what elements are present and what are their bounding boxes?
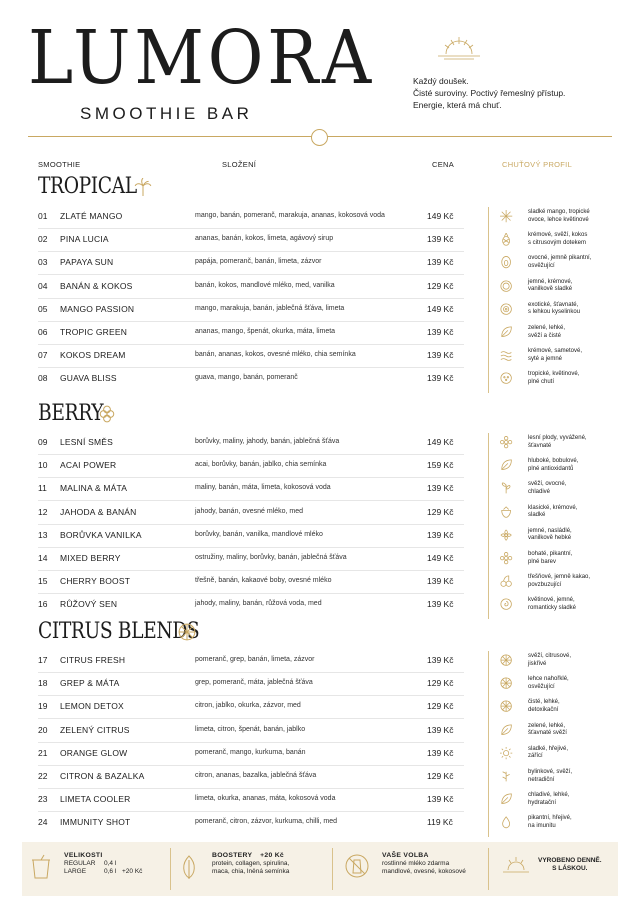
- item-price: 139 Kč: [427, 599, 454, 610]
- item-price: 149 Kč: [427, 211, 454, 221]
- row-divider: [38, 672, 464, 673]
- item-name: ZLATÉ MANGO: [60, 211, 123, 221]
- footer-boosters: [212, 852, 289, 876]
- citrus-icon: [500, 700, 514, 714]
- item-profile: [528, 209, 608, 224]
- item-price: 139 Kč: [427, 350, 454, 361]
- profile-line: svěží a čisté: [528, 332, 562, 339]
- waves-icon: [500, 349, 514, 363]
- sunrise-icon: [502, 855, 530, 875]
- item-ingredients: banán, kokos, mandlové mléko, med, vanilka: [195, 281, 335, 289]
- pineapple-icon: [500, 233, 514, 247]
- row-divider: [38, 344, 464, 345]
- item-ingredients: pomeranč, grep, banán, limeta, zázvor: [195, 656, 315, 663]
- footer-separator: [488, 848, 489, 890]
- item-profile: [528, 597, 608, 612]
- leaf-icon: [500, 724, 514, 738]
- made-line: S LÁSKOU.: [552, 865, 588, 872]
- item-number: 14: [38, 553, 48, 563]
- item-ingredients: mango, banán, pomeranč, marakuja, ananas, kokosová voda: [195, 212, 385, 219]
- boosters-line: maca, chia, lněná semínka: [212, 868, 290, 875]
- item-ingredients: limeta, citron, špenát, banán, jablko: [195, 725, 306, 733]
- passionfruit-icon: [500, 303, 514, 317]
- item-name: RŮŽOVÝ SEN: [60, 599, 118, 610]
- item-price: 159 Kč: [427, 460, 454, 471]
- item-ingredients: papája, pomeranč, banán, limeta, zázvor: [195, 258, 322, 266]
- item-number: 24: [38, 817, 48, 828]
- citrus-icon: [500, 700, 514, 714]
- profile-line: netradiční: [528, 776, 555, 783]
- item-number: 18: [38, 678, 48, 689]
- profile-line: jiskřivé: [528, 660, 547, 667]
- profile-line: květinové, jemné,: [528, 597, 575, 604]
- size-large-price: +20 Kč: [122, 868, 143, 875]
- item-number: 08: [38, 373, 48, 384]
- item-name: GREP & MÁTA: [60, 678, 120, 689]
- row-divider: [38, 718, 464, 719]
- profile-line: na imunitu: [528, 822, 556, 829]
- leaf-icon: [180, 854, 198, 880]
- item-price: 129 Kč: [427, 678, 454, 689]
- row-divider: [38, 251, 464, 252]
- item-profile: [528, 653, 608, 668]
- section-title: BERRY: [38, 401, 104, 426]
- profile-line: jemné, nasládlé,: [528, 527, 572, 534]
- profile-line: sladké, hřejivé,: [528, 745, 569, 752]
- row-divider: [38, 695, 464, 696]
- row-divider: [38, 477, 464, 478]
- mint-icon: [500, 482, 514, 496]
- item-price: 139 Kč: [427, 257, 454, 268]
- item-ingredients: pomeranč, mango, kurkuma, banán: [195, 748, 306, 756]
- leaf-icon: [500, 459, 514, 473]
- item-profile: [528, 458, 608, 473]
- size-regular-label: REGULAR: [64, 860, 96, 867]
- profile-line: chladivé: [528, 488, 551, 495]
- row-divider: [38, 367, 464, 368]
- item-profile: [528, 723, 608, 738]
- profile-line: ovoce, lehce květinové: [528, 216, 589, 223]
- boosters-line: protein, collagen, spirulina,: [212, 860, 290, 867]
- item-ingredients: ananas, banán, kokos, limeta, agávový sirup: [195, 235, 334, 243]
- made-line: VYROBENO DENNĚ.: [538, 857, 602, 864]
- item-ingredients: banán, ananas, kokos, ovesné mléko, chia semínka: [195, 351, 356, 359]
- berries-icon: [98, 405, 116, 423]
- item-ingredients: limeta, okurka, ananas, máta, kokosová voda: [195, 795, 336, 803]
- row-divider: [38, 570, 464, 571]
- herb-icon: [500, 770, 514, 784]
- row-divider: [38, 788, 464, 789]
- item-ingredients: grep, pomeranč, máta, jablečná šťáva: [195, 679, 313, 687]
- citrus-slice-icon: [178, 623, 196, 646]
- profile-line: bohaté, pikantní,: [528, 551, 573, 557]
- coconut-icon: [500, 280, 514, 294]
- row-divider: [38, 321, 464, 322]
- profile-line: hydratační: [528, 799, 557, 806]
- strawberry-icon: [500, 506, 514, 520]
- item-name: PINA LUCIA: [60, 234, 109, 245]
- leaf-icon: [500, 326, 514, 340]
- item-price: 139 Kč: [427, 724, 454, 735]
- item-number: 05: [38, 303, 48, 314]
- footer-choice: [382, 852, 466, 876]
- brand-subtitle: SMOOTHIE BAR: [80, 104, 253, 123]
- item-ingredients: pomeranč, citron, zázvor, kurkuma, chilli, med: [195, 818, 337, 826]
- row-divider: [38, 593, 464, 594]
- profile-line: zářící: [528, 753, 543, 760]
- blossom-icon: [500, 529, 514, 543]
- profile-line: tropické, květinové,: [528, 371, 580, 378]
- item-name: MALINA & MÁTA: [60, 483, 128, 494]
- profile-line: chladivé, lehké,: [528, 792, 570, 799]
- profile-line: vanilkově sladké: [528, 286, 573, 293]
- flower-icon: [500, 552, 514, 566]
- profile-line: lesní plody, vyvážené,: [528, 435, 587, 441]
- profile-column-rule: [488, 651, 489, 837]
- item-price: 129 Kč: [427, 701, 454, 712]
- profile-line: osvěžující: [528, 683, 555, 690]
- item-price: 149 Kč: [427, 437, 454, 447]
- item-profile: [528, 551, 608, 566]
- pineapple-icon: [500, 233, 514, 247]
- profile-line: sladké mango, tropické: [528, 209, 590, 215]
- item-name: CITRON & BAZALKA: [60, 771, 145, 781]
- item-number: 13: [38, 529, 48, 540]
- item-ingredients: citron, jablko, okurka, zázvor, med: [195, 702, 301, 710]
- profile-line: hluboké, bobulové,: [528, 458, 579, 465]
- item-name: LEMON DETOX: [60, 701, 124, 712]
- item-name: LIMETA COOLER: [60, 794, 131, 805]
- sun-icon: [500, 747, 514, 761]
- profile-line: plné chutí: [528, 378, 555, 385]
- item-name: CHERRY BOOST: [60, 576, 131, 587]
- item-name: MIXED BERRY: [60, 553, 121, 563]
- profile-line: osvěžující: [528, 262, 555, 269]
- leaf-icon: [500, 459, 514, 473]
- guava-icon: [500, 372, 514, 386]
- item-number: 10: [38, 460, 48, 471]
- item-ingredients: jahody, maliny, banán, růžová voda, med: [195, 600, 322, 608]
- sparkle-icon: [500, 210, 514, 224]
- item-ingredients: ostružiny, maliny, borůvky, banán, jablečná šťáva: [195, 554, 347, 561]
- sizes-title: VELIKOSTI: [64, 852, 103, 859]
- profile-line: zelené, lehké,: [528, 722, 566, 729]
- item-ingredients: ananas, mango, špenát, okurka, máta, limeta: [195, 328, 336, 335]
- item-price: 139 Kč: [427, 373, 454, 384]
- divider-ornament: [311, 129, 328, 146]
- item-price: 139 Kč: [427, 327, 454, 337]
- item-profile: [528, 279, 608, 294]
- item-price: 129 Kč: [427, 280, 454, 291]
- cherry-icon: [500, 575, 514, 589]
- item-profile: [528, 769, 608, 784]
- item-name: LESNÍ SMĚS: [60, 437, 114, 447]
- item-profile: [528, 528, 608, 543]
- brand-logo: LUMORA: [28, 15, 375, 101]
- item-profile: [528, 699, 608, 714]
- footer-sizes: [64, 852, 142, 876]
- item-profile: [528, 676, 608, 691]
- item-profile: [528, 348, 608, 363]
- item-number: 04: [38, 280, 48, 291]
- row-divider: [38, 274, 464, 275]
- row-divider: [38, 500, 464, 501]
- item-profile: [528, 505, 608, 520]
- item-name: GUAVA BLISS: [60, 373, 117, 384]
- citrus-icon: [500, 677, 514, 691]
- item-number: 03: [38, 257, 48, 268]
- profile-line: krémové, sametové,: [528, 348, 583, 355]
- waves-icon: [500, 349, 514, 363]
- row-divider: [38, 298, 464, 299]
- flower-icon: [500, 436, 514, 450]
- profile-line: ovocné, jemně pikantní,: [528, 255, 592, 262]
- cherry-icon: [500, 575, 514, 589]
- sunrise-icon: [436, 32, 482, 62]
- col-header-profile: CHUŤOVÝ PROFIL: [502, 160, 573, 169]
- profile-line: pikantní, hřejivé,: [528, 815, 572, 822]
- tagline-line: Čisté suroviny. Poctivý řemeslný přístup.: [413, 88, 566, 98]
- profile-column-rule: [488, 433, 489, 619]
- palm-icon: [134, 178, 152, 196]
- profile-line: s lehkou kyselinkou: [528, 309, 581, 316]
- papaya-icon: [500, 256, 514, 270]
- item-number: 07: [38, 350, 48, 361]
- tagline-line: Energie, která má chuť.: [413, 100, 502, 110]
- item-number: 19: [38, 701, 48, 712]
- profile-line: exotické, šťavnaté,: [528, 301, 579, 308]
- citrus-icon: [500, 677, 514, 691]
- item-number: 15: [38, 576, 48, 587]
- profile-line: povzbuzující: [528, 581, 562, 588]
- item-ingredients: mango, marakuja, banán, jablečná šťáva, limeta: [195, 304, 345, 312]
- coconut-icon: [500, 280, 514, 294]
- item-price: 119 Kč: [427, 817, 453, 828]
- row-divider: [38, 454, 464, 455]
- citrus-slice-icon: [178, 623, 196, 641]
- drop-icon: [500, 816, 514, 830]
- item-ingredients: acai, borůvky, banán, jablko, chia semínka: [195, 461, 327, 469]
- item-name: IMMUNITY SHOT: [60, 817, 131, 828]
- guava-icon: [500, 372, 514, 386]
- profile-line: vanilkově hebké: [528, 535, 572, 542]
- papaya-icon: [500, 256, 514, 270]
- item-ingredients: citron, ananas, bazalka, jablečná šťáva: [195, 772, 317, 779]
- profile-line: plné barev: [528, 558, 557, 565]
- item-number: 09: [38, 437, 48, 447]
- boosters-title: BOOSTERY: [212, 852, 253, 859]
- item-profile: [528, 815, 608, 830]
- no-dairy-icon: [345, 854, 369, 878]
- item-name: BANÁN & KOKOS: [60, 280, 133, 291]
- tagline: [413, 75, 565, 111]
- item-name: PAPAYA SUN: [60, 257, 114, 268]
- item-price: 139 Kč: [427, 747, 454, 758]
- item-name: ORANGE GLOW: [60, 747, 128, 758]
- item-price: 139 Kč: [427, 483, 454, 494]
- profile-line: klasické, krémové,: [528, 504, 578, 511]
- item-ingredients: guava, mango, banán, pomeranč: [195, 374, 298, 382]
- item-price: 129 Kč: [427, 506, 454, 517]
- palm-icon: [134, 178, 152, 201]
- item-number: 21: [38, 747, 48, 758]
- item-price: 139 Kč: [427, 529, 454, 540]
- profile-line: sladké: [528, 512, 546, 519]
- citrus-icon: [500, 654, 514, 668]
- profile-line: svěží, ovocné,: [528, 481, 567, 488]
- item-name: BORŮVKA VANILKA: [60, 529, 142, 540]
- item-number: 23: [38, 794, 48, 805]
- item-number: 12: [38, 506, 48, 517]
- profile-line: svěží, citrusové,: [528, 653, 572, 659]
- profile-line: syté a jemné: [528, 355, 563, 362]
- choice-line: rostlinné mléko zdarma: [382, 860, 450, 867]
- item-number: 01: [38, 211, 48, 221]
- section-title: TROPICAL: [38, 174, 137, 199]
- passionfruit-icon: [500, 303, 514, 317]
- profile-line: jemné, krémové,: [528, 278, 573, 285]
- profile-line: šťavnaté: [528, 442, 552, 449]
- item-profile: [528, 792, 608, 807]
- herb-icon: [500, 770, 514, 784]
- item-number: 22: [38, 771, 48, 781]
- profile-column-rule: [488, 207, 489, 393]
- item-name: MANGO PASSION: [60, 303, 135, 314]
- item-name: TROPIC GREEN: [60, 327, 128, 337]
- profile-line: lehce nahořklé,: [528, 676, 569, 683]
- profile-line: zelené, lehké,: [528, 325, 566, 331]
- item-profile: [528, 232, 608, 247]
- item-number: 16: [38, 599, 48, 610]
- choice-line: mandlové, ovesné, kokosové: [382, 868, 466, 875]
- item-price: 149 Kč: [427, 553, 454, 563]
- item-number: 11: [38, 483, 47, 494]
- item-name: ZELENÝ CITRUS: [60, 724, 130, 735]
- item-profile: [528, 481, 608, 496]
- row-divider: [38, 547, 464, 548]
- footer-separator: [332, 848, 333, 890]
- item-price: 139 Kč: [427, 576, 454, 587]
- footer-made: [538, 857, 602, 873]
- leaf-icon: [500, 724, 514, 738]
- leaf-icon: [500, 793, 514, 807]
- profile-line: čisté, lehké,: [528, 699, 560, 706]
- flower-icon: [500, 552, 514, 566]
- row-divider: [38, 228, 464, 229]
- profile-line: plné antioxidantů: [528, 465, 574, 472]
- item-profile: [528, 325, 608, 340]
- item-ingredients: třešně, banán, kakaové boby, ovesné mléko: [195, 577, 332, 585]
- strawberry-icon: [500, 506, 514, 520]
- item-profile: [528, 255, 608, 270]
- profile-line: krémové, svěží, kokos: [528, 232, 588, 239]
- tagline-line: Každý doušek.: [413, 76, 469, 86]
- leaf-icon: [500, 793, 514, 807]
- item-price: 149 Kč: [427, 303, 454, 314]
- item-profile: [528, 302, 608, 317]
- item-profile: [528, 746, 608, 761]
- item-ingredients: borůvky, banán, vanilka, mandlové mléko: [195, 530, 323, 538]
- item-ingredients: maliny, banán, máta, limeta, kokosová voda: [195, 484, 331, 492]
- citrus-icon: [500, 654, 514, 668]
- item-profile: [528, 371, 608, 386]
- item-name: CITRUS FRESH: [60, 655, 126, 665]
- item-name: ACAI POWER: [60, 460, 117, 471]
- col-header-ingredients: SLOŽENÍ: [222, 160, 257, 169]
- item-profile: [528, 435, 608, 450]
- profile-line: romanticky sladké: [528, 604, 577, 611]
- profile-line: s citrusovým dotekem: [528, 239, 587, 246]
- flower-icon: [500, 436, 514, 450]
- col-header-smoothie: SMOOTHIE: [38, 160, 81, 169]
- item-ingredients: borůvky, maliny, jahody, banán, jablečná šťáva: [195, 438, 340, 445]
- row-divider: [38, 524, 464, 525]
- footer-separator: [170, 848, 171, 890]
- rose-icon: [500, 598, 514, 612]
- item-price: 139 Kč: [427, 655, 454, 665]
- row-divider: [38, 811, 464, 812]
- sun-icon: [500, 747, 514, 761]
- item-price: 139 Kč: [427, 234, 454, 245]
- item-ingredients: jahody, banán, ovesné mléko, med: [195, 507, 304, 515]
- item-number: 17: [38, 655, 48, 665]
- cup-icon: [30, 854, 52, 880]
- item-number: 06: [38, 327, 48, 337]
- profile-line: detoxikační: [528, 706, 559, 713]
- item-price: 129 Kč: [427, 771, 454, 781]
- drop-icon: [500, 816, 514, 830]
- size-large-volume: 0,6 l: [104, 868, 117, 875]
- section-title: CITRUS BLENDS: [38, 619, 200, 644]
- item-number: 02: [38, 234, 48, 245]
- rose-icon: [500, 598, 514, 612]
- row-divider: [38, 742, 464, 743]
- size-large-label: LARGE: [64, 868, 87, 875]
- leaf-icon: [500, 326, 514, 340]
- boosters-price: +20 Kč: [260, 852, 285, 859]
- blossom-icon: [500, 529, 514, 543]
- row-divider: [38, 765, 464, 766]
- profile-line: bylinkové, svěží,: [528, 769, 573, 775]
- item-price: 139 Kč: [427, 794, 454, 805]
- item-profile: [528, 574, 608, 589]
- size-regular-volume: 0,4 l: [104, 860, 117, 867]
- col-header-price: CENA: [432, 160, 455, 169]
- item-name: KOKOS DREAM: [60, 350, 126, 361]
- berries-icon: [98, 405, 116, 428]
- mint-icon: [500, 482, 514, 496]
- profile-line: třešňové, jemně kakao,: [528, 574, 591, 581]
- item-name: JAHODA & BANÁN: [60, 506, 137, 517]
- item-number: 20: [38, 724, 48, 735]
- choice-title: VAŠE VOLBA: [382, 852, 429, 859]
- sparkle-icon: [500, 210, 514, 224]
- profile-line: šťavnaté svěží: [528, 730, 567, 737]
